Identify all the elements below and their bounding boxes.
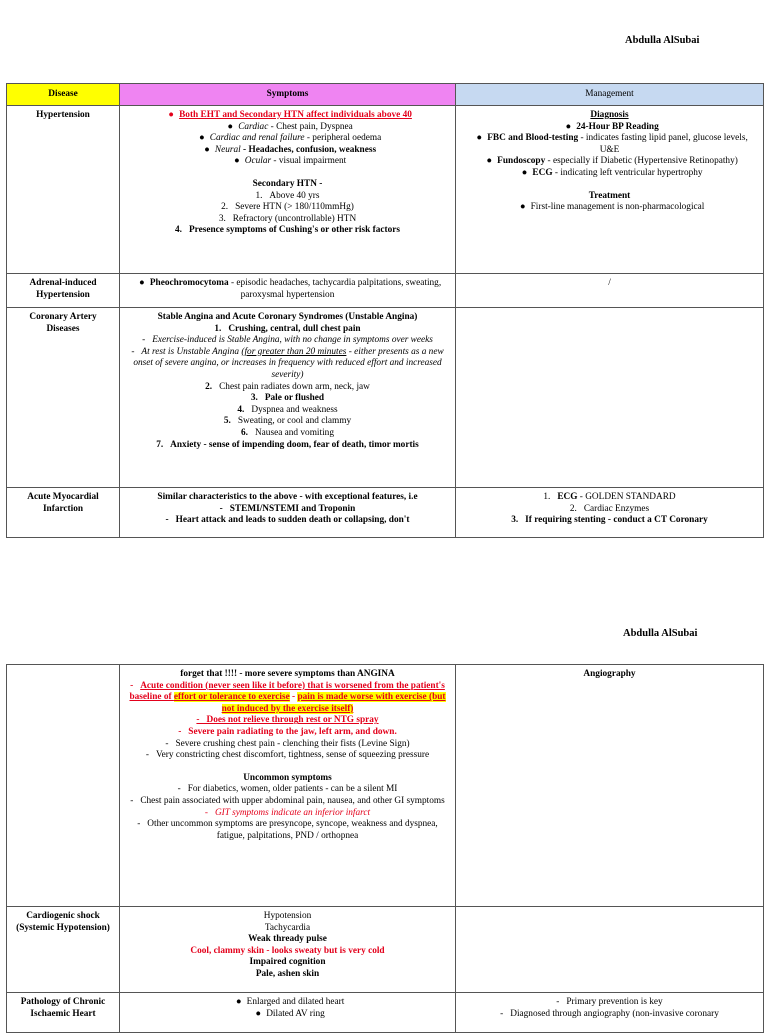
list-item: - Other uncommon symptoms are presyncope, syncope, weakness and dyspnea, fatigue, palpitations, PND / orthopnea — [137, 819, 438, 841]
list-item: ● FBC and Blood-testing - indicates fasting lipid panel, glucose levels, U&E — [476, 133, 748, 155]
list-item: ● 24-Hour BP Reading — [565, 121, 659, 132]
list-item: 3. Refractory (uncontrollable) HTN — [218, 213, 357, 224]
disease-cell: Acute Myocardial Infarction — [7, 488, 120, 538]
list-item: 6. Nausea and vomiting — [241, 427, 334, 438]
list-item: forget that !!!! - more severe symptoms than ANGINA — [180, 669, 395, 679]
list-item: - Exercise-induced is Stable Angina, with no change in symptoms over weeks — [142, 335, 433, 346]
table-row-hypertension — [7, 106, 764, 274]
symptoms-cell — [120, 907, 456, 993]
list-item: ● Ocular - visual impairment — [233, 156, 347, 167]
disease-cell: Pathology of Chronic Ischaemic Heart — [7, 993, 120, 1033]
table-row-ami — [7, 488, 764, 538]
list-item: - Severe pain radiating to the jaw, left arm, and down. — [178, 726, 397, 737]
symptoms-cell — [120, 308, 456, 488]
list-item: Pale, ashen skin — [255, 968, 320, 979]
list-item: - Acute condition (never seen like it before) that is worsened from the patient's baseline of effort or tolerance to exercise - pain is made worse with exercise (but not induced by the exercise itself) — [129, 680, 446, 714]
list-item: ● ECG - indicating left ventricular hypertrophy — [521, 167, 703, 178]
list-item: 7. Anxiety - sense of impending doom, fear of death, timor mortis — [156, 439, 419, 450]
list-item: - For diabetics, women, older patients - can be a silent MI — [177, 784, 398, 795]
section-heading: Stable Angina and Acute Coronary Syndromes (Unstable Angina) — [157, 312, 418, 322]
header-disease: Disease — [7, 84, 120, 106]
table-row-chronic-ischaemic — [7, 993, 764, 1033]
list-item: Weak thready pulse — [248, 934, 327, 945]
list-item: ● First-line management is non-pharmacological — [519, 202, 705, 213]
list-item: ● Cardiac - Chest pain, Dyspnea — [227, 121, 353, 132]
list-item: 1. Above 40 yrs — [255, 190, 320, 201]
list-item: 2. Cardiac Enzymes — [569, 503, 650, 514]
list-item: - At rest is Unstable Angina (for greater than 20 minutes - either presents as a new onset of severe angina, or increases in frequency with reduced effort and increased severity) — [131, 346, 444, 380]
list-item: 5. Sweating, or cool and clammy — [223, 416, 352, 427]
management-cell — [456, 907, 764, 993]
section-heading: Secondary HTN - — [252, 178, 323, 189]
list-item: - Does not relieve through rest or NTG spray — [196, 715, 379, 726]
list-item: - Chest pain associated with upper abdominal pain, nausea, and other GI symptoms — [130, 795, 445, 806]
section-heading: Treatment — [588, 190, 631, 201]
disease-cell: Coronary Artery Diseases — [7, 308, 120, 488]
list-item: Hypotension — [263, 911, 312, 921]
list-item: - STEMI/NSTEMI and Troponin — [219, 503, 356, 514]
section-heading: Diagnosis — [590, 110, 629, 120]
list-item: - Primary prevention is key — [556, 997, 663, 1007]
list-item: ● Both EHT and Secondary HTN affect individuals above 40 — [168, 110, 412, 120]
management-cell — [456, 993, 764, 1033]
list-item: ● Cardiac and renal failure - peripheral oedema — [198, 133, 382, 144]
list-item: ● Dilated AV ring — [255, 1008, 325, 1019]
management-cell: Angiography — [456, 665, 764, 907]
symptoms-cell — [120, 665, 456, 907]
management-cell — [456, 106, 764, 274]
disease-cell: Hypertension — [7, 106, 120, 274]
list-item: 4. Presence symptoms of Cushing's or other risk factors — [175, 225, 400, 236]
disease-cell — [7, 665, 120, 907]
list-item: 1. Crushing, central, dull chest pain — [214, 323, 361, 334]
list-item: 2. Chest pain radiates down arm, neck, jaw — [205, 381, 370, 392]
symptoms-cell — [120, 274, 456, 308]
list-item: Impaired cognition — [249, 957, 326, 968]
table-row-coronary — [7, 308, 764, 488]
header-management: Management — [456, 84, 764, 106]
symptoms-cell — [120, 106, 456, 274]
disease-cell: Cardiogenic shock (Systemic Hypotension) — [7, 907, 120, 993]
list-item: - Heart attack and leads to sudden death or collapsing, don't — [165, 515, 410, 526]
list-item: Tachycardia — [264, 922, 311, 933]
list-item: Similar characteristics to the above - with exceptional features, i.e — [157, 492, 418, 502]
list-item: 4. Dyspnea and weakness — [237, 404, 338, 415]
list-item: 3. Pale or flushed — [250, 393, 325, 404]
list-item: Cool, clammy skin - looks sweaty but is very cold — [190, 945, 385, 956]
table-row-ami-continued — [7, 665, 764, 907]
header-symptoms: Symptoms — [120, 84, 456, 106]
list-item: - Severe crushing chest pain - clenching their fists (Levine Sign) — [165, 738, 410, 749]
list-item: ● Pheochromocytoma - episodic headaches, tachycardia palpitations, sweating, paroxysmal hypertension — [139, 278, 442, 300]
list-item: 2. Severe HTN (> 180/110mmHg) — [221, 202, 354, 213]
list-item: 1. ECG - GOLDEN STANDARD — [543, 492, 676, 502]
symptoms-cell — [120, 993, 456, 1033]
management-cell: / — [456, 274, 764, 308]
list-item: - Diagnosed through angiography (non-invasive coronary — [500, 1008, 719, 1019]
management-cell — [456, 308, 764, 488]
table-row-cardiogenic-shock — [7, 907, 764, 993]
symptoms-cell — [120, 488, 456, 538]
disease-table-page-1 — [6, 83, 764, 538]
list-item: - Very constricting chest discomfort, tightness, sense of squeezing pressure — [145, 750, 430, 761]
table-row-adrenal — [7, 274, 764, 308]
management-cell — [456, 488, 764, 538]
author-name: Abdulla AlSubai — [625, 35, 700, 46]
disease-cell: Adrenal-induced Hypertension — [7, 274, 120, 308]
list-item: ● Neural - Headaches, confusion, weakness — [204, 144, 377, 155]
disease-table-page-2 — [6, 664, 764, 1033]
list-item: - GIT symptoms indicate an inferior infarct — [204, 807, 371, 818]
list-item: 3. If requiring stenting - conduct a CT Coronary — [511, 515, 708, 526]
author-name: Abdulla AlSubai — [623, 628, 698, 639]
list-item: ● Enlarged and dilated heart — [235, 997, 345, 1007]
table-header-row — [7, 84, 764, 106]
section-heading: Uncommon symptoms — [243, 772, 332, 783]
list-item: ● Fundoscopy - especially if Diabetic (Hypertensive Retinopathy) — [486, 156, 738, 167]
